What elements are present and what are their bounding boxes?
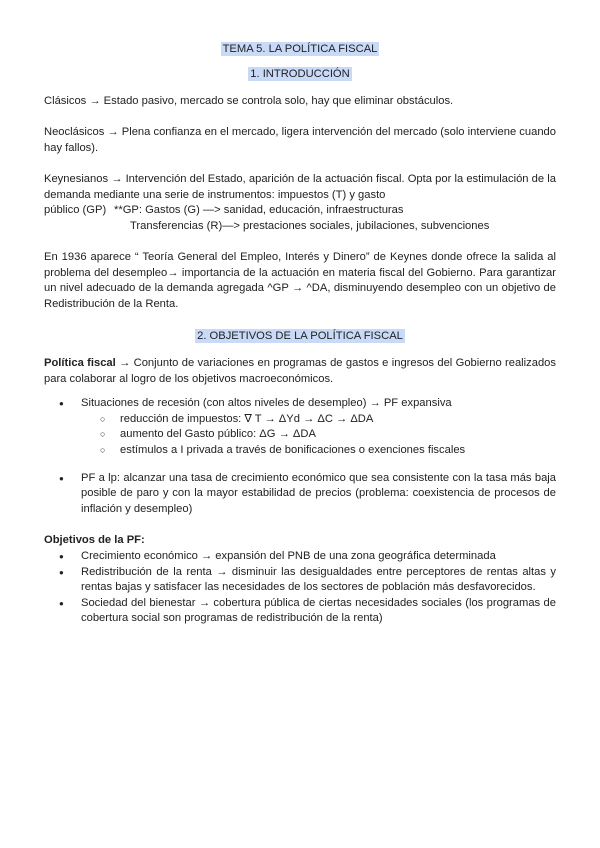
objetivos-heading: Objetivos de la PF:	[44, 534, 145, 547]
list-item: ● Redistribución de la renta → disminuir las desigualdades entre perceptores de rentas altas y rentas bajas y satisfacer las necesidades de los sectores de población más desfavorecidos.	[44, 565, 556, 596]
list-item: ● PF a lp: alcanzar una tasa de crecimiento económico que sea consistente con la tasa más baja posible de paro y con la mayor estabilidad de precios (problema: coexistencia de procesos de inflación y desempleo)	[44, 471, 556, 518]
list-item: ○ reducción de impuestos: ∇ T → ΔYd → ΔC → ΔDA	[44, 412, 556, 428]
recesion-sublist	[44, 412, 556, 459]
document-page	[44, 40, 556, 627]
largo-plazo-list	[44, 471, 556, 518]
list-item: ○ aumento del Gasto público: ΔG → ΔDA	[44, 427, 556, 443]
politica-fiscal-definition: Política fiscal → Conjunto de variaciones en programas de gastos e ingresos del Gobierno realizados para colaborar al logro de los objetivos macroeconómicos.	[44, 357, 556, 385]
recesion-list	[44, 396, 556, 412]
keynesianos-paragraph: Keynesianos → Intervención del Estado, aparición de la actuación fiscal. Opta por la estimulación de la demanda mediante una serie de instrumentos: impuestos (T) y gasto	[44, 173, 556, 201]
list-item: ● Sociedad del bienestar → cobertura pública de ciertas necesidades sociales (los programas de cobertura social son programas de redistribución de la renta)	[44, 596, 556, 627]
keynesianos-transferencias-row: Transferencias (R)—> prestaciones sociales, jubilaciones, subvenciones	[130, 219, 490, 232]
clasicos-paragraph: Clásicos → Estado pasivo, mercado se controla solo, hay que eliminar obstáculos.	[44, 95, 454, 108]
list-item: ● Situaciones de recesión (con altos niveles de desempleo) → PF expansiva	[44, 396, 556, 412]
neoclasicos-paragraph: Neoclásicos → Plena confianza en el mercado, ligera intervención del mercado (solo interviene cuando hay fallos).	[44, 126, 556, 154]
keynesianos-block	[44, 172, 556, 234]
keynes-1936-paragraph: En 1936 aparece “ Teoría General del Empleo, Interés y Dinero” de Keynes donde ofrece la salida al problema del desempleo→ importancia de la actuación en materia fiscal del Gobierno. Para garantizar un nivel adecuado de la demanda agregada ^GP → ^DA, disminuyendo desempleo con un objetivo de Redistribución de la Renta.	[44, 251, 556, 310]
section2-heading: 2. OBJETIVOS DE LA POLÍTICA FISCAL	[197, 329, 403, 342]
keynesianos-gastos-row: público (GP) **GP: Gastos (G) —> sanidad, educación, infraestructuras	[44, 204, 404, 217]
list-item: ○ estímulos a I privada a través de bonificaciones o exenciones fiscales	[44, 443, 556, 459]
document-title: TEMA 5. LA POLÍTICA FISCAL	[222, 43, 378, 55]
list-item: ● Crecimiento económico → expansión del PNB de una zona geográfica determinada	[44, 549, 556, 565]
section1-heading: 1. INTRODUCCIÓN	[250, 67, 350, 80]
objetivos-list	[44, 549, 556, 627]
